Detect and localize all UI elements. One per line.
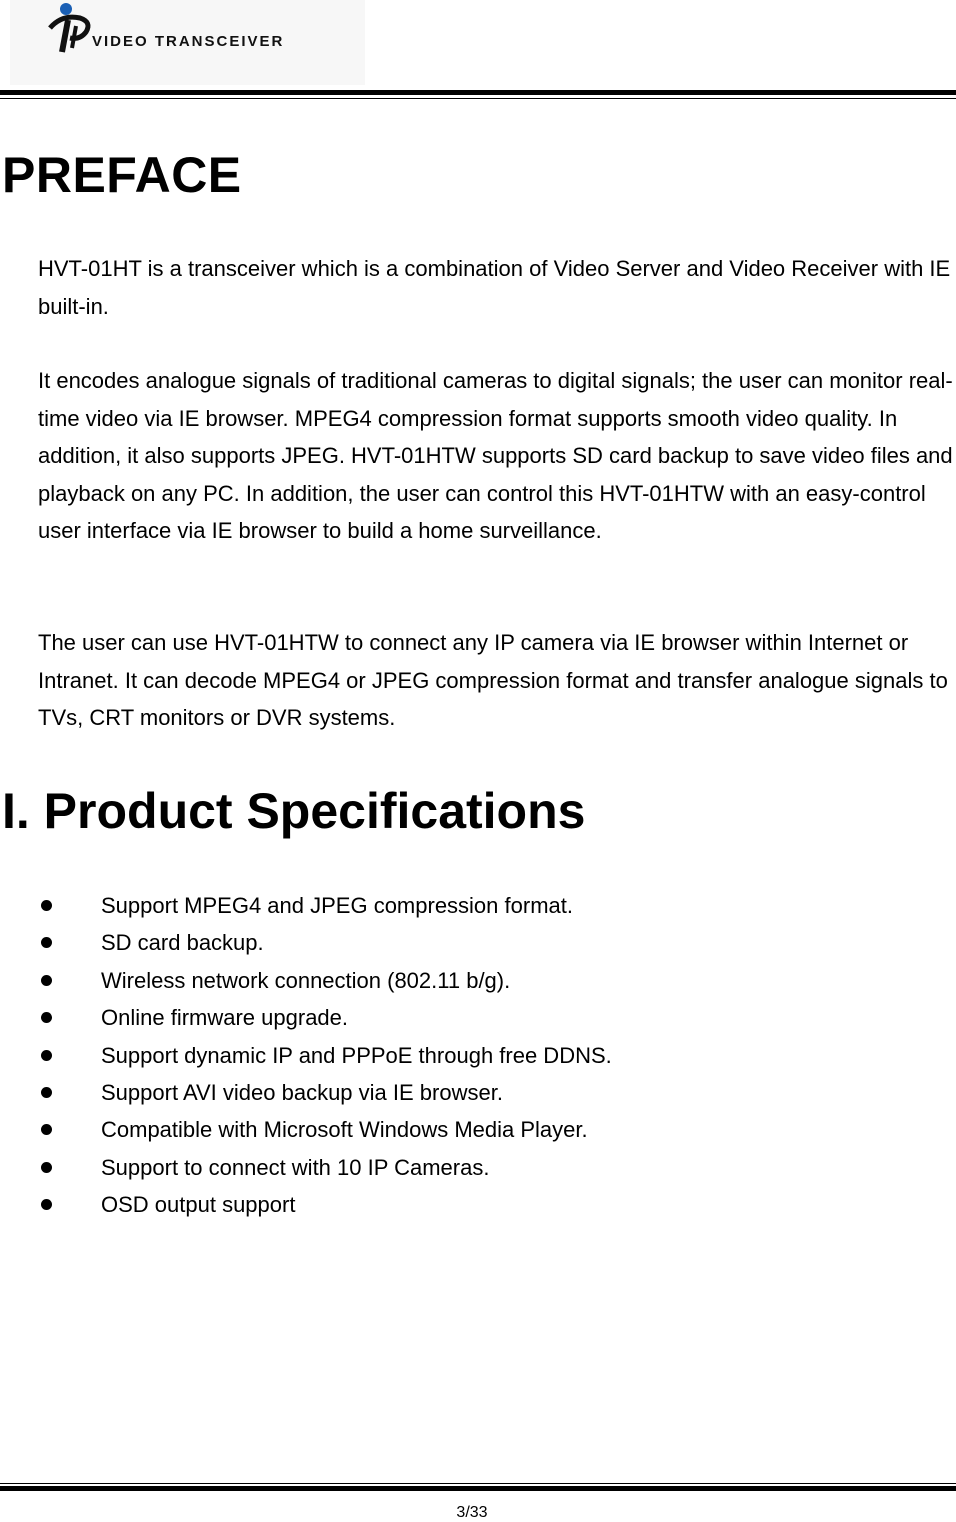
svg-text:VIDEO TRANSCEIVER: VIDEO TRANSCEIVER	[92, 33, 285, 50]
header-rule-thin	[0, 98, 956, 99]
brand-logo	[10, 0, 365, 85]
bullet-icon	[41, 900, 52, 911]
bullet-icon	[41, 1124, 52, 1135]
preface-paragraph-1: HVT-01HT is a transceiver which is a combination of Video Server and Video Receiver with IE built-in.	[38, 256, 951, 319]
preface-title: PREFACE	[2, 147, 242, 203]
bullet-icon	[41, 975, 52, 986]
bullet-icon	[41, 1012, 52, 1023]
bullet-icon	[41, 1050, 52, 1061]
bullet-icon	[41, 1087, 52, 1098]
bullet-icon	[41, 937, 52, 948]
footer-rule-thin	[0, 1483, 956, 1484]
page-number: 3/33	[456, 1504, 488, 1521]
footer-rule	[0, 1486, 956, 1491]
preface-paragraph-3: The user can use HVT-01HTW to connect any IP camera via IE browser within Internet or Intranet. It can decode MPEG4 or JPEG compression format and transfer analogue signals to TVs, CRT monitors or DVR systems.	[38, 630, 948, 730]
bullet-icon	[41, 1162, 52, 1173]
preface-paragraph-2: It encodes analogue signals of traditional cameras to digital signals; the user can monitor real-time video via IE browser. MPEG4 compression format supports smooth video quality. In addition, it also supports JPEG. HVT-01HTW supports SD card backup to save video files and playback on any PC. In addition, the user can control this HVT-01HTW with an easy-control user interface via IE browser to build a home surveillance.	[38, 368, 953, 543]
header-rule	[0, 90, 956, 95]
ip-logo-icon	[10, 0, 365, 85]
specifications-title: I. Product Specifications	[2, 783, 586, 839]
bullet-icon	[41, 1199, 52, 1210]
